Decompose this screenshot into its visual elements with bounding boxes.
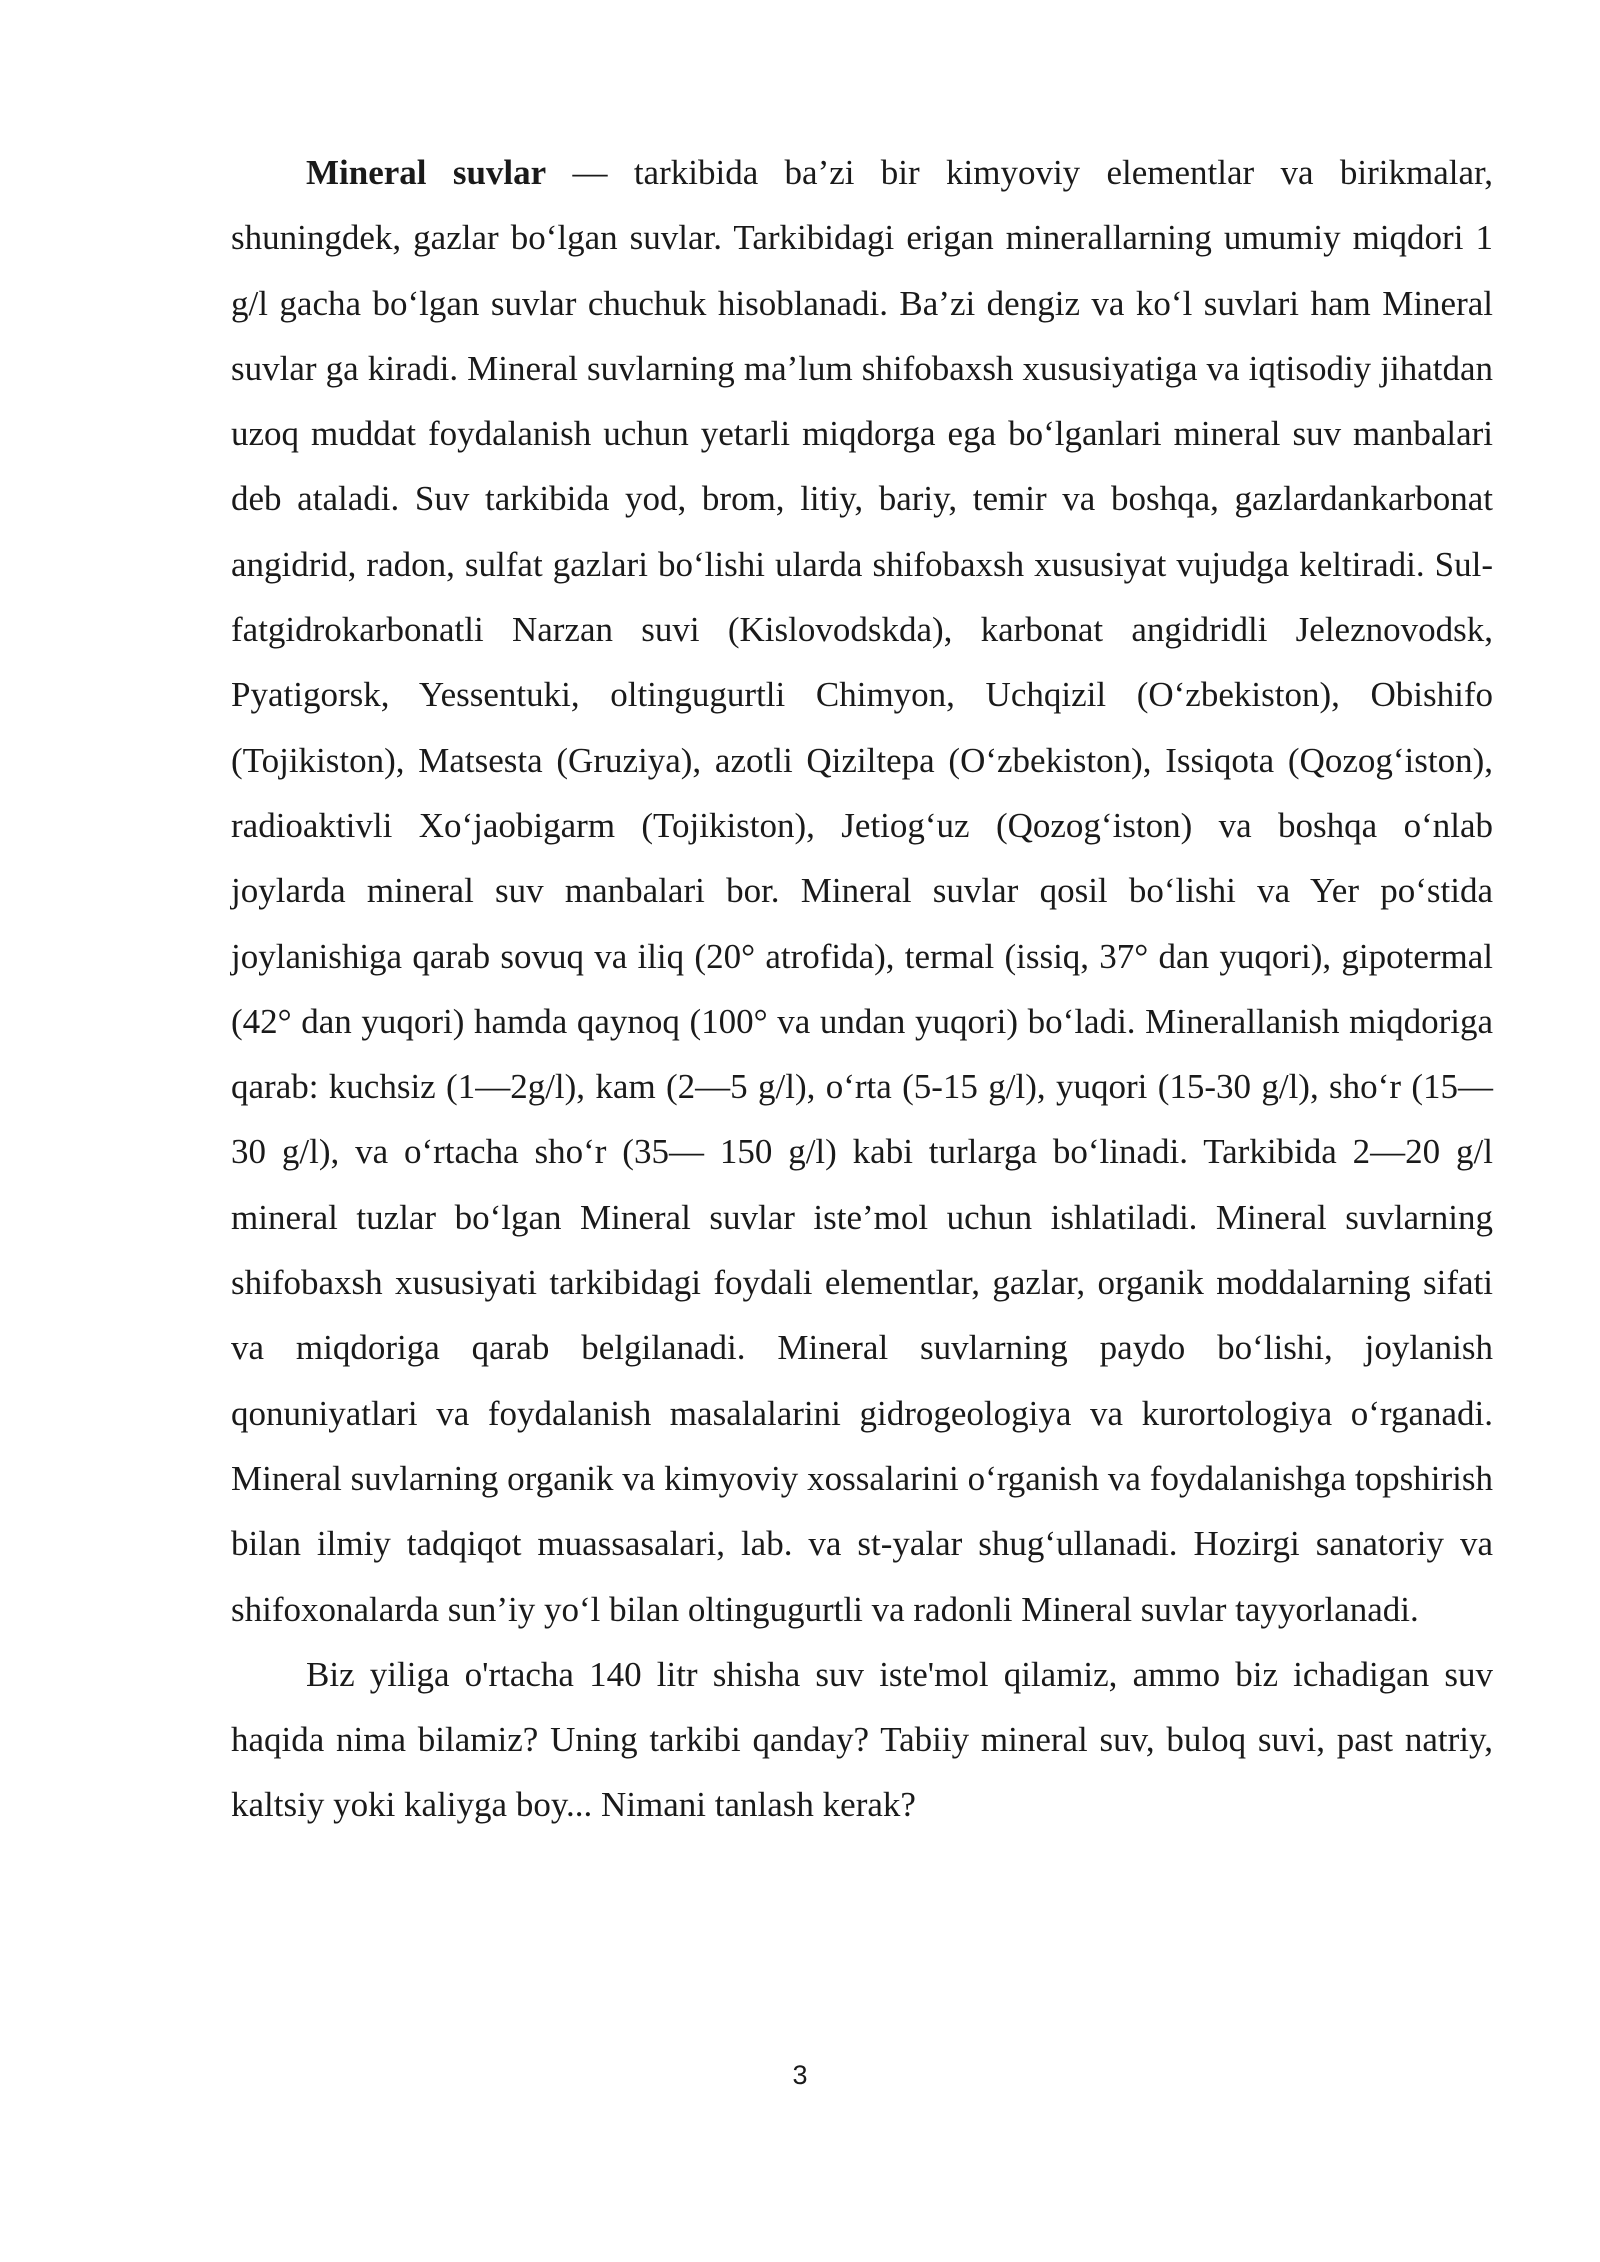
bold-term: Mineral suvlar [306, 153, 547, 192]
document-page [231, 140, 1493, 1838]
paragraph-mineral-waters [231, 140, 1493, 1642]
paragraph-bottled-water: Biz yiliga o'rtacha 140 litr shisha suv iste'mol qilamiz, ammo biz ichadigan suv haqida nima bilamiz? Uning tarkibi qanday? Tabiiy mineral suv, buloq suvi, past natriy, kaltsiy yoki kaliyga boy... Nimani tanlash kerak? [231, 1654, 1493, 1825]
paragraph-text: — tarkibida ba’zi bir kimyoviy elementlar va birikmalar, shuningdek, gazlar bo‘lgan suvlar. Tarkibidagi erigan minerallarning umumiy miqdori 1 g/l gacha bo‘lgan suvlar chuchuk hisoblanadi. Ba’zi dengiz va ko‘l suvlari ham Mineral suvlar ga kiradi. Mineral suvlarning ma’lum shifobaxsh xususiyatiga va iqtisodiy jihatdan uzoq muddat foydalanish uchun yetarli miqdorga ega bo‘lganlari mineral suv manbalari deb ataladi. Suv tarkibida yod, brom, litiy, bariy, temir va boshqa, gazlardankarbonat angidrid, radon, sulfat gazlari bo‘lishi ularda shifobaxsh xususiyat vujudga keltiradi. Sul-fatgidrokarbonatli Narzan suvi (Kislovodskda), karbonat angidridli Jeleznovodsk, Pyatigorsk, Yessentuki, oltingugurtli Chimyon, Uchqizil (O‘zbekiston), Obishifo (Tojikiston), Matsesta (Gruziya), azotli Qiziltepa (O‘zbekiston), Issiqota (Qozog‘iston), radioaktivli Xo‘jaobigarm (Tojikiston), Jetiog‘uz (Qozog‘iston) va boshqa o‘nlab joylarda mineral suv manbalari bor. Mineral suvlar qosil bo‘lishi va Yer po‘stida joylanishiga qarab sovuq va iliq (20° atrofida), termal (issiq, 37° dan yuqori), gipotermal (42° dan yuqori) hamda qaynoq (100° va undan yuqori) bo‘ladi. Minerallanish miqdoriga qarab: kuchsiz (1—2g/l), kam (2—5 g/l), o‘rta (5-15 g/l), yuqori (15-30 g/l), sho‘r (15—30 g/l), va o‘rtacha sho‘r (35— 150 g/l) kabi turlarga bo‘linadi. Tarkibida 2—20 g/l mineral tuzlar bo‘lgan Mineral suvlar iste’mol uchun ishlatiladi. Mineral suvlarning shifobaxsh xususiyati tarkibidagi foydali elementlar, gazlar, organik moddalarning sifati va miqdoriga qarab belgilanadi. Mineral suvlarning paydo bo‘lishi, joylanish qonuniyatlari va foydalanish masalalarini gidrogeologiya va kurortologiya o‘rganadi. Mineral suvlarning organik va kimyoviy xossalarini o‘rganish va foydalanishga topshirish bilan ilmiy tadqiqot muassasalari, lab. va st-yalar shug‘ullanadi. Hozirgi sanatoriy va shifoxonalarda sun’iy yo‘l bilan oltingugurtli va radonli Mineral suvlar tayyorlanadi. [231, 153, 1493, 1629]
page-number: 3 [792, 2060, 808, 2090]
